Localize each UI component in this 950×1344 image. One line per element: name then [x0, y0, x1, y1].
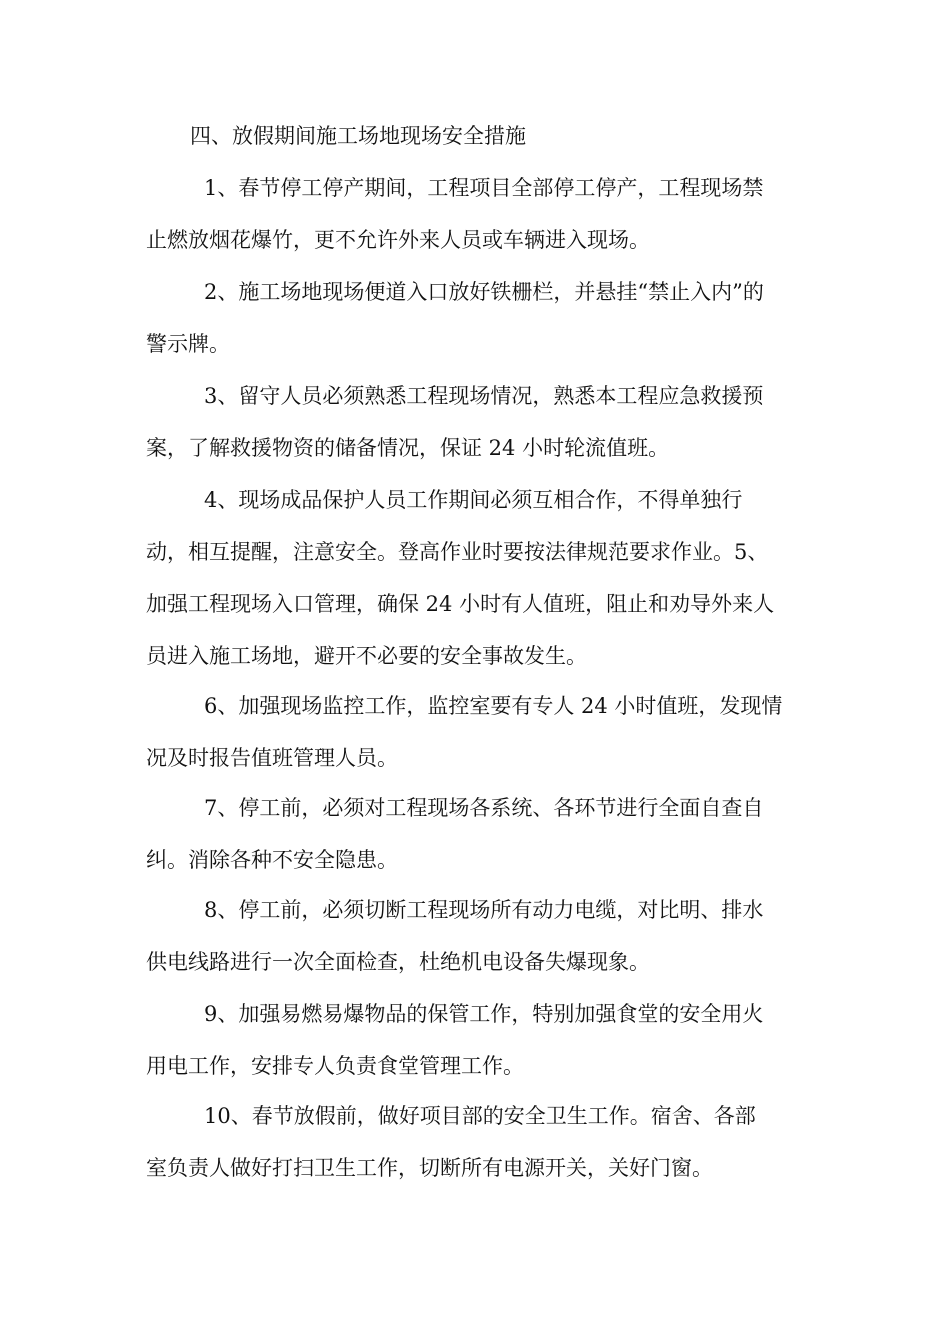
paragraph-1: [146, 162, 806, 266]
paragraph-line: 员进入施工场地，避开不必要的安全事故发生。: [146, 644, 587, 668]
paragraph-line: 8、停工前，必须切断工程现场所有动力电缆，对比明、排水: [204, 898, 764, 922]
paragraph-line: 6、加强现场监控工作，监控室要有专人 24 小时值班，发现情: [204, 694, 783, 718]
paragraph-line: 1、春节停工停产期间，工程项目全部停工停产，工程现场禁: [204, 176, 764, 200]
paragraph-line: 7、停工前，必须对工程现场各系统、各环节进行全面自查自: [204, 796, 764, 820]
paragraph-line: 10、春节放假前，做好项目部的安全卫生工作。宿舍、各部: [204, 1104, 756, 1128]
paragraph-line: 警示牌。: [146, 332, 230, 356]
paragraph-line: 加强工程现场入口管理，确保 24 小时有人值班，阻止和劝导外来人: [146, 592, 775, 616]
paragraph-line: 用电工作，安排专人负责食堂管理工作。: [146, 1054, 524, 1078]
paragraph-line: 案，了解救援物资的储备情况，保证 24 小时轮流值班。: [146, 436, 670, 460]
paragraph-7: [146, 884, 806, 988]
paragraph-4: [146, 474, 806, 682]
paragraph-line: 供电线路进行一次全面检查，杜绝机电设备失爆现象。: [146, 950, 650, 974]
paragraph-line: 纠。消除各种不安全隐患。: [146, 848, 398, 872]
paragraph-8: [146, 988, 806, 1092]
paragraph-5: [146, 680, 806, 784]
paragraph-line: 9、加强易燃易爆物品的保管工作，特别加强食堂的安全用火: [204, 1002, 764, 1026]
paragraph-3: [146, 370, 806, 474]
paragraph-6: [146, 782, 806, 886]
section-heading: 四、放假期间施工场地现场安全措施: [190, 124, 526, 148]
paragraph-line: 止燃放烟花爆竹，更不允许外来人员或车辆进入现场。: [146, 228, 650, 252]
paragraph-line: 2、施工场地现场便道入口放好铁栅栏，并悬挂“禁止入内”的: [204, 280, 764, 304]
paragraph-2: [146, 266, 806, 370]
paragraph-line: 室负责人做好打扫卫生工作，切断所有电源开关，关好门窗。: [146, 1156, 713, 1180]
paragraph-line: 4、现场成品保护人员工作期间必须互相合作，不得单独行: [204, 488, 743, 512]
paragraph-line: 动，相互提醒，注意安全。登高作业时要按法律规范要求作业。5、: [146, 540, 769, 564]
paragraph-9: [146, 1090, 806, 1194]
paragraph-line: 况及时报告值班管理人员。: [146, 746, 398, 770]
paragraph-line: 3、留守人员必须熟悉工程现场情况，熟悉本工程应急救援预: [204, 384, 764, 408]
